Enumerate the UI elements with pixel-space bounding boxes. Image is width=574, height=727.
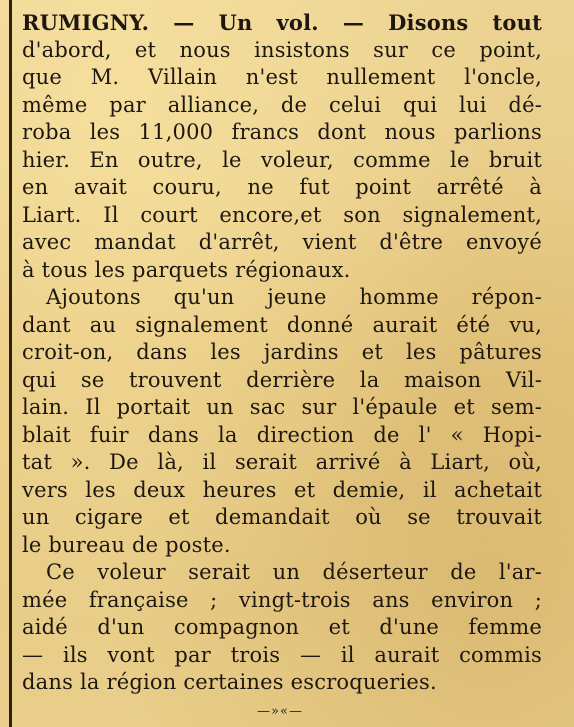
article-body: [22, 9, 542, 697]
heading-line: [22, 9, 542, 37]
text-line: dans la région certaines escroqueries.: [22, 670, 437, 694]
text-line: tat ». De là, il serait arrivé à Liart, où,: [22, 450, 542, 474]
text-line: d'abord, et nous insistons sur ce point,: [22, 37, 542, 62]
text-line: lain. Il portait un sac sur l'épaule et sem-: [22, 395, 542, 419]
column-rule: [9, 0, 12, 727]
article-separator: —»«—: [257, 704, 303, 719]
text-line: blait fuir dans la direction de l' « Hopi-: [22, 422, 542, 447]
text-line: Liart. Il court encore,et son signalement,: [22, 202, 542, 227]
text-line: Ce voleur serait un déserteur de l'ar-: [46, 560, 542, 584]
text-line: aidé d'un compagnon et d'une femme: [22, 615, 542, 639]
heading-dash: —: [318, 10, 389, 35]
heading-dash: —: [149, 10, 219, 35]
text-line: hier. En outre, le voleur, comme le bruit: [22, 147, 542, 172]
heading-rest: Disons tout: [388, 10, 542, 35]
text-line: en avait couru, ne fut point arrêté à: [22, 175, 542, 199]
text-line: roba les 11,000 francs dont nous parlions: [22, 120, 542, 144]
text-line: que M. Villain n'est nullement l'oncle,: [22, 65, 542, 89]
text-line: vers les deux heures et demie, il achetait: [22, 477, 542, 502]
text-line: avec mandat d'arrêt, vient d'être envoyé: [22, 230, 542, 254]
text-line: mée française ; vingt-trois ans environ ;: [22, 587, 542, 612]
text-line: un cigare et demandait où se trouvait: [22, 505, 542, 529]
text-line: dant au signalement donné aurait été vu,: [22, 312, 542, 337]
text-line: le bureau de poste.: [22, 532, 231, 557]
text-line: croit-on, dans les jardins et les pâtures: [22, 340, 542, 364]
place-name: RUMIGNY.: [22, 10, 150, 35]
heading-subject: Un vol.: [218, 10, 319, 35]
text-line: à tous les parquets régionaux.: [22, 257, 351, 282]
text-line: qui se trouvent derrière la maison Vil-: [22, 367, 542, 392]
text-line: Ajoutons qu'un jeune homme répon-: [46, 285, 542, 309]
text-line: — ils vont par trois — il aurait commis: [22, 642, 542, 667]
text-line: même par alliance, de celui qui lui dé-: [22, 92, 542, 117]
